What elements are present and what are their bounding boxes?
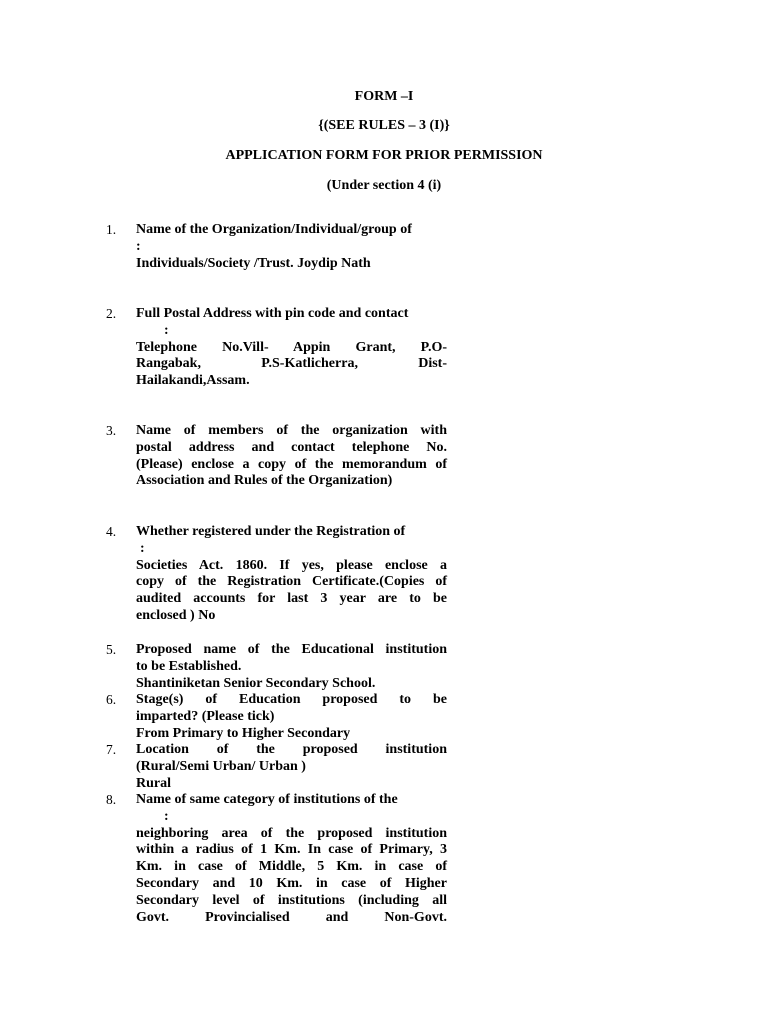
- item-answer-line: Societies Act. 1860. If yes, please enclose a: [136, 557, 447, 573]
- item-answer: Individuals/Society /Trust. Joydip Nath: [136, 255, 371, 271]
- item-8-block: [136, 792, 447, 926]
- item-colon: :: [136, 238, 141, 254]
- item-line: (Rural/Semi Urban/ Urban ): [136, 758, 306, 774]
- item-line: to be Established.: [136, 658, 242, 674]
- item-answer-line: Secondary level of institutions (including all: [136, 892, 447, 908]
- item-7-block: [136, 742, 447, 792]
- item-number: 4.: [106, 524, 117, 539]
- item-line: imparted? (Please tick): [136, 708, 275, 724]
- item-line: Stage(s) of Education proposed to be: [136, 692, 447, 707]
- item-line: postal address and contact telephone No.: [136, 439, 447, 455]
- item-line: Shantiniketan Senior Secondary School.: [136, 675, 376, 691]
- item-number: 7.: [106, 742, 117, 757]
- item-answer-line: enclosed ) No: [136, 607, 216, 623]
- item-line: Proposed name of the Educational institution: [136, 642, 447, 657]
- item-line: Location of the proposed institution: [136, 742, 447, 757]
- item-4-block: [136, 524, 447, 625]
- form-name: APPLICATION FORM FOR PRIOR PERMISSION: [225, 148, 543, 163]
- item-answer-line: Km. in case of Middle, 5 Km. in case of: [136, 859, 447, 875]
- item-colon: :: [164, 322, 169, 338]
- item-answer-line: Hailakandi,Assam.: [136, 373, 250, 389]
- section-reference: (Under section 4 (i): [326, 178, 442, 193]
- item-number: 3.: [106, 423, 117, 438]
- item-2-block: [136, 306, 447, 390]
- rules-reference: {(SEE RULES – 3 (I)}: [318, 118, 450, 133]
- item-colon: :: [164, 808, 169, 824]
- item-5-block: [136, 642, 447, 692]
- item-6-block: [136, 692, 447, 742]
- item-number: 5.: [106, 642, 117, 657]
- item-number: 8.: [106, 792, 117, 807]
- item-answer-line: Rangabak, P.S-Katlicherra, Dist-: [136, 356, 447, 372]
- item-answer-line: copy of the Registration Certificate.(Copies of: [136, 574, 447, 590]
- form-title: FORM –I: [354, 89, 414, 104]
- item-number: 6.: [106, 692, 117, 707]
- item-answer-line: Govt. Provincialised and Non-Govt.: [136, 909, 447, 925]
- item-question: Name of same category of institutions of the: [136, 792, 398, 807]
- item-answer-line: Secondary and 10 Km. in case of Higher: [136, 875, 447, 891]
- item-answer-line: audited accounts for last 3 year are to be: [136, 591, 447, 607]
- item-number: 1.: [106, 222, 117, 237]
- item-question: Whether registered under the Registration of: [136, 524, 406, 539]
- item-line: (Please) enclose a copy of the memorandum of: [136, 456, 447, 472]
- item-answer-line: within a radius of 1 Km. In case of Primary, 3: [136, 842, 447, 858]
- item-line: Name of members of the organization with: [136, 423, 447, 438]
- item-question: Full Postal Address with pin code and contact: [136, 306, 409, 321]
- item-answer-line: Telephone No.Vill- Appin Grant, P.O-: [136, 339, 447, 355]
- item-colon: :: [140, 540, 145, 556]
- item-line: Rural: [136, 775, 171, 791]
- item-answer-line: neighboring area of the proposed institution: [136, 825, 447, 841]
- item-question: Name of the Organization/Individual/group of: [136, 222, 412, 237]
- item-line: From Primary to Higher Secondary: [136, 725, 351, 741]
- item-number: 2.: [106, 306, 117, 321]
- item-3-block: [136, 423, 447, 490]
- item-line: Association and Rules of the Organization): [136, 473, 393, 489]
- item-1-block: [136, 222, 447, 272]
